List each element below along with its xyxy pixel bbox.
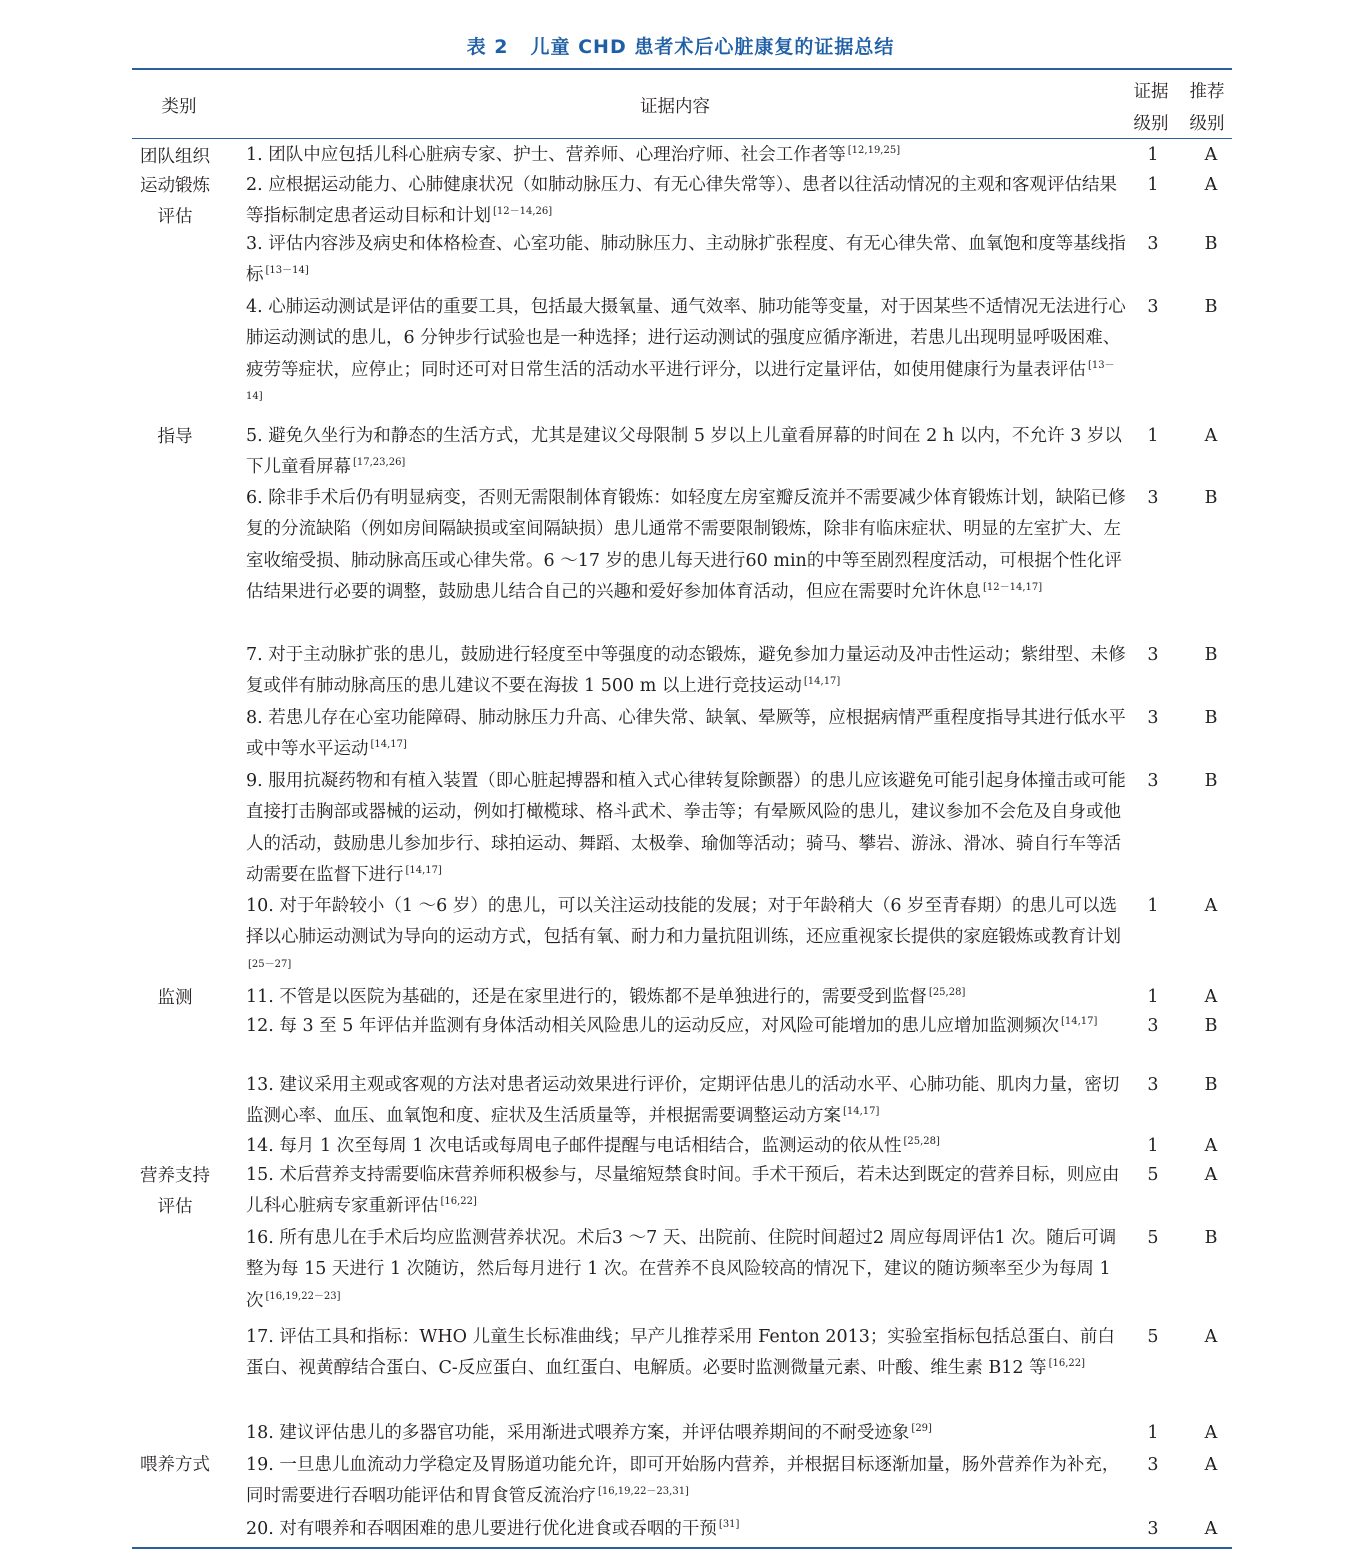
evidence-text: 服用抗凝药物和有植入装置（即心脏起搏器和植入式心律转复除颤器）的患儿应该避免可能引起身体撞击或可能直接打击胸部或器械的运动，例如打橄榄球、格斗武术、拳击等；有晕厥风险的患儿，建议参加不会危及自身或他人的活动，鼓励患儿参加步行、球拍运动、舞蹈、太极拳、瑜伽等活动；骑马、攀岩、游泳、滑冰、骑自行车等活动需要在监督下进行 — [246, 771, 1126, 885]
recommend-level: B — [1204, 1016, 1218, 1036]
recommend-level: A — [1204, 175, 1218, 195]
evidence-text: 心肺运动测试是评估的重要工具，包括最大摄氧量、通气效率、肺功能等变量，对于因某些不适情况无法进行心肺运动测试的患儿，6 分钟步行试验也是一种选择；进行运动测试的强度应循序渐进，若患儿出现明显呼吸困难、疲劳等症状，应停止；同时还可对日常生活的活动水平进行评分，以进行定量评估，如使用健康行为量表评估 — [246, 297, 1126, 380]
recommend-level: B — [1204, 708, 1218, 728]
citation-ref: [14,17] — [405, 865, 442, 877]
header-content: 证据内容 — [640, 97, 710, 117]
evidence-content — [246, 1322, 1128, 1385]
citation-ref: [25,28] — [928, 987, 966, 999]
recommend-level: A — [1204, 1327, 1218, 1347]
evidence-number: 14. — [246, 1136, 274, 1156]
evidence-content — [246, 1131, 1128, 1162]
evidence-content — [246, 982, 1128, 1013]
top-rule — [132, 68, 1232, 70]
bottom-rule — [132, 1547, 1232, 1549]
evidence-text: 评估工具和指标：WHO 儿童生长标准曲线；早产儿推荐采用 Fenton 2013；实验室指标包括总蛋白、前白蛋白、视黄醇结合蛋白、C-反应蛋白、血红蛋白、电解质。必要时监测微量元素、叶酸、维生素 B12 等 — [246, 1327, 1115, 1379]
table-number: 表 2 — [466, 36, 509, 58]
evidence-content — [246, 1011, 1128, 1042]
evidence-content — [246, 891, 1128, 985]
citation-ref: [13－14] — [246, 359, 1115, 403]
citation-ref: [12,19,25] — [847, 145, 901, 157]
evidence-number: 9. — [246, 771, 263, 791]
evidence-number: 5. — [246, 426, 263, 446]
evidence-level: 1 — [1147, 175, 1159, 195]
citation-ref: [14,17] — [803, 676, 841, 688]
evidence-number: 18. — [246, 1423, 274, 1443]
citation-ref: [16,22] — [1048, 1358, 1085, 1370]
category-monitoring: 监测 — [157, 988, 193, 1008]
evidence-content — [246, 1450, 1128, 1513]
evidence-level: 3 — [1147, 708, 1159, 728]
evidence-number: 11. — [246, 987, 274, 1007]
recommend-level: B — [1204, 234, 1218, 254]
evidence-text: 评估内容涉及病史和体格检查、心室功能、肺动脉压力、主动脉扩张程度、有无心律失常、血氧饱和度等基线指标 — [246, 234, 1126, 286]
evidence-number: 20. — [246, 1519, 274, 1539]
citation-ref: [25,28] — [903, 1136, 940, 1148]
evidence-content — [246, 703, 1128, 766]
category-feeding: 喂养方式 — [140, 1455, 210, 1475]
recommend-level: A — [1204, 1519, 1218, 1539]
evidence-level: 1 — [1147, 426, 1159, 446]
evidence-content — [246, 1418, 1128, 1449]
header-rule — [132, 138, 1232, 139]
recommend-level: B — [1204, 1075, 1218, 1095]
recommend-level: B — [1204, 771, 1218, 791]
evidence-number: 12. — [246, 1016, 274, 1036]
header-evidence-level: 证据 级别 — [1133, 82, 1169, 134]
evidence-number: 17. — [246, 1327, 274, 1347]
evidence-level: 3 — [1147, 1016, 1159, 1036]
evidence-content — [246, 292, 1128, 417]
category-exercise-assessment: 运动锻炼 评估 — [140, 176, 210, 227]
evidence-level: 3 — [1147, 297, 1159, 317]
citation-ref: [17,23,26] — [353, 457, 406, 469]
table-title-text: 儿童 CHD 患者术后心脏康复的证据总结 — [530, 36, 895, 58]
recommend-level: A — [1204, 1136, 1218, 1156]
header-recommend-level: 推荐 级别 — [1189, 82, 1225, 134]
evidence-text: 一旦患儿血流动力学稳定及胃肠道功能允许，即可开始肠内营养，并根据目标逐渐加量，肠外营养作为补充，同时需要进行吞咽功能评估和胃食管反流治疗 — [246, 1455, 1120, 1507]
citation-ref: [14,17] — [843, 1106, 880, 1118]
evidence-content — [246, 1160, 1128, 1223]
citation-ref: [16,22] — [440, 1196, 477, 1208]
evidence-content — [246, 1070, 1128, 1133]
evidence-level: 1 — [1147, 145, 1159, 165]
category-nutrition-assessment: 营养支持 评估 — [140, 1166, 210, 1217]
evidence-text: 建议评估患儿的多器官功能，采用渐进式喂养方案，并评估喂养期间的不耐受迹象 — [279, 1423, 910, 1443]
recommend-level: B — [1204, 645, 1218, 665]
evidence-number: 8. — [246, 708, 263, 728]
recommend-level: B — [1204, 297, 1218, 317]
citation-ref: [16,19,22－23,31] — [598, 1486, 689, 1498]
evidence-content — [246, 640, 1128, 703]
evidence-text: 所有患儿在手术后均应监测营养状况。术后3 ～7 天、出院前、住院时间超过2 周应每周评估1 次。随后可调整为每 15 天进行 1 次随访，然后每月进行 1 次。在营养不良风险较高的情况下，建议的随访频率至少为每周 1 次 — [246, 1228, 1117, 1311]
evidence-content — [246, 1514, 1128, 1545]
recommend-level: A — [1204, 896, 1218, 916]
evidence-text: 每 3 至 5 年评估并监测有身体活动相关风险患儿的运动反应，对风险可能增加的患儿应增加监测频次 — [279, 1016, 1059, 1036]
evidence-level: 3 — [1147, 771, 1159, 791]
evidence-number: 6. — [246, 488, 263, 508]
evidence-content — [246, 766, 1128, 891]
evidence-number: 10. — [246, 896, 274, 916]
evidence-text: 对于年龄较小（1 ～6 岁）的患儿，可以关注运动技能的发展；对于年龄稍大（6 岁至青春期）的患儿可以选择以心肺运动测试为导向的运动方式，包括有氧、耐力和力量抗阻训练，还应重视家长提供的家庭锻炼或教育计划 — [246, 896, 1121, 948]
citation-ref: [31] — [718, 1519, 740, 1531]
evidence-text: 每月 1 次至每周 1 次电话或每周电子邮件提醒与电话相结合，监测运动的依从性 — [279, 1136, 902, 1156]
evidence-text: 不管是以医院为基础的，还是在家里进行的，锻炼都不是单独进行的，需要受到监督 — [279, 987, 927, 1007]
recommend-level: A — [1204, 987, 1218, 1007]
evidence-level: 5 — [1147, 1165, 1159, 1185]
recommend-level: A — [1204, 1423, 1218, 1443]
evidence-level: 3 — [1147, 234, 1159, 254]
category-team: 团队组织 — [140, 147, 210, 167]
citation-ref: [14,17] — [1060, 1016, 1098, 1028]
evidence-level: 3 — [1147, 1075, 1159, 1095]
evidence-content — [246, 170, 1128, 233]
evidence-text: 应根据运动能力、心肺健康状况（如肺动脉压力、有无心律失常等）、患者以往活动情况的主观和客观评估结果等指标制定患者运动目标和计划 — [246, 175, 1118, 227]
citation-ref: [29] — [911, 1423, 932, 1435]
recommend-level: B — [1204, 488, 1218, 508]
evidence-number: 4. — [246, 297, 263, 317]
evidence-content — [246, 1223, 1128, 1317]
citation-ref: [12－14,26] — [493, 206, 553, 218]
evidence-text: 除非手术后仍有明显病变，否则无需限制体育锻炼：如轻度左房室瓣反流并不需要减少体育锻炼计划，缺陷已修复的分流缺陷（例如房间隔缺损或室间隔缺损）患儿通常不需要限制锻炼，除非有临床症状、明显的左室扩大、左室收缩受损、肺动脉高压或心律失常。6 ～17 岁的患儿每天进行60 min的中等至剧烈程度活动，可根据个性化评估结果进行必要的调整，鼓励患儿结合自己的兴趣和爱好参加体育活动，但应在需要时允许休息 — [246, 488, 1126, 602]
evidence-text: 对有喂养和吞咽困难的患儿要进行优化进食或吞咽的干预 — [279, 1519, 717, 1539]
evidence-number: 16. — [246, 1228, 274, 1248]
evidence-content — [246, 140, 1128, 171]
evidence-text: 术后营养支持需要临床营养师积极参与，尽量缩短禁食时间。手术干预后，若未达到既定的营养目标，则应由儿科心脏病专家重新评估 — [246, 1165, 1120, 1217]
evidence-number: 7. — [246, 645, 263, 665]
evidence-level: 5 — [1147, 1327, 1159, 1347]
category-guidance: 指导 — [157, 427, 193, 447]
evidence-level: 1 — [1147, 896, 1159, 916]
evidence-level: 3 — [1147, 488, 1159, 508]
evidence-number: 3. — [246, 234, 263, 254]
citation-ref: [16,19,22－23] — [265, 1290, 341, 1302]
evidence-number: 13. — [246, 1075, 274, 1095]
recommend-level: A — [1204, 145, 1218, 165]
evidence-level: 1 — [1147, 987, 1159, 1007]
evidence-text: 避免久坐行为和静态的生活方式，尤其是建议父母限制 5 岁以上儿童看屏幕的时间在 2 h 以内，不允许 3 岁以下儿童看屏幕 — [246, 426, 1122, 478]
evidence-level: 3 — [1147, 645, 1159, 665]
evidence-number: 15. — [246, 1165, 274, 1185]
evidence-number: 1. — [246, 145, 263, 165]
evidence-level: 5 — [1147, 1228, 1159, 1248]
evidence-number: 2. — [246, 175, 263, 195]
recommend-level: B — [1204, 1228, 1218, 1248]
citation-ref: [14,17] — [370, 739, 407, 751]
recommend-level: A — [1204, 1455, 1218, 1475]
evidence-text: 建议采用主观或客观的方法对患者运动效果进行评价，定期评估患儿的活动水平、心肺功能、肌肉力量，密切监测心率、血压、血氧饱和度、症状及生活质量等，并根据需要调整运动方案 — [246, 1075, 1120, 1127]
evidence-content — [246, 421, 1128, 484]
citation-ref: [12－14,17] — [983, 582, 1043, 594]
evidence-content — [246, 229, 1128, 292]
evidence-text: 若患儿存在心室功能障碍、肺动脉压力升高、心律失常、缺氧、晕厥等，应根据病情严重程度指导其进行低水平或中等水平运动 — [246, 708, 1126, 760]
evidence-text: 团队中应包括儿科心脏病专家、护士、营养师、心理治疗师、社会工作者等 — [268, 145, 846, 165]
header-category: 类别 — [161, 97, 197, 117]
citation-ref: [13－14] — [265, 265, 309, 277]
evidence-number: 19. — [246, 1455, 274, 1475]
evidence-level: 3 — [1147, 1455, 1159, 1475]
evidence-level: 3 — [1147, 1519, 1159, 1539]
evidence-level: 1 — [1147, 1423, 1159, 1443]
evidence-content — [246, 483, 1128, 608]
recommend-level: A — [1204, 426, 1218, 446]
evidence-text: 对于主动脉扩张的患儿，鼓励进行轻度至中等强度的动态锻炼，避免参加力量运动及冲击性运动；紫绀型、未修复或伴有肺动脉高压的患儿建议不要在海拔 1 500 m 以上进行竞技运动 — [246, 645, 1126, 697]
table-title — [0, 32, 1361, 59]
evidence-level: 1 — [1147, 1136, 1159, 1156]
citation-ref: [25－27] — [248, 958, 292, 970]
recommend-level: A — [1204, 1165, 1218, 1185]
